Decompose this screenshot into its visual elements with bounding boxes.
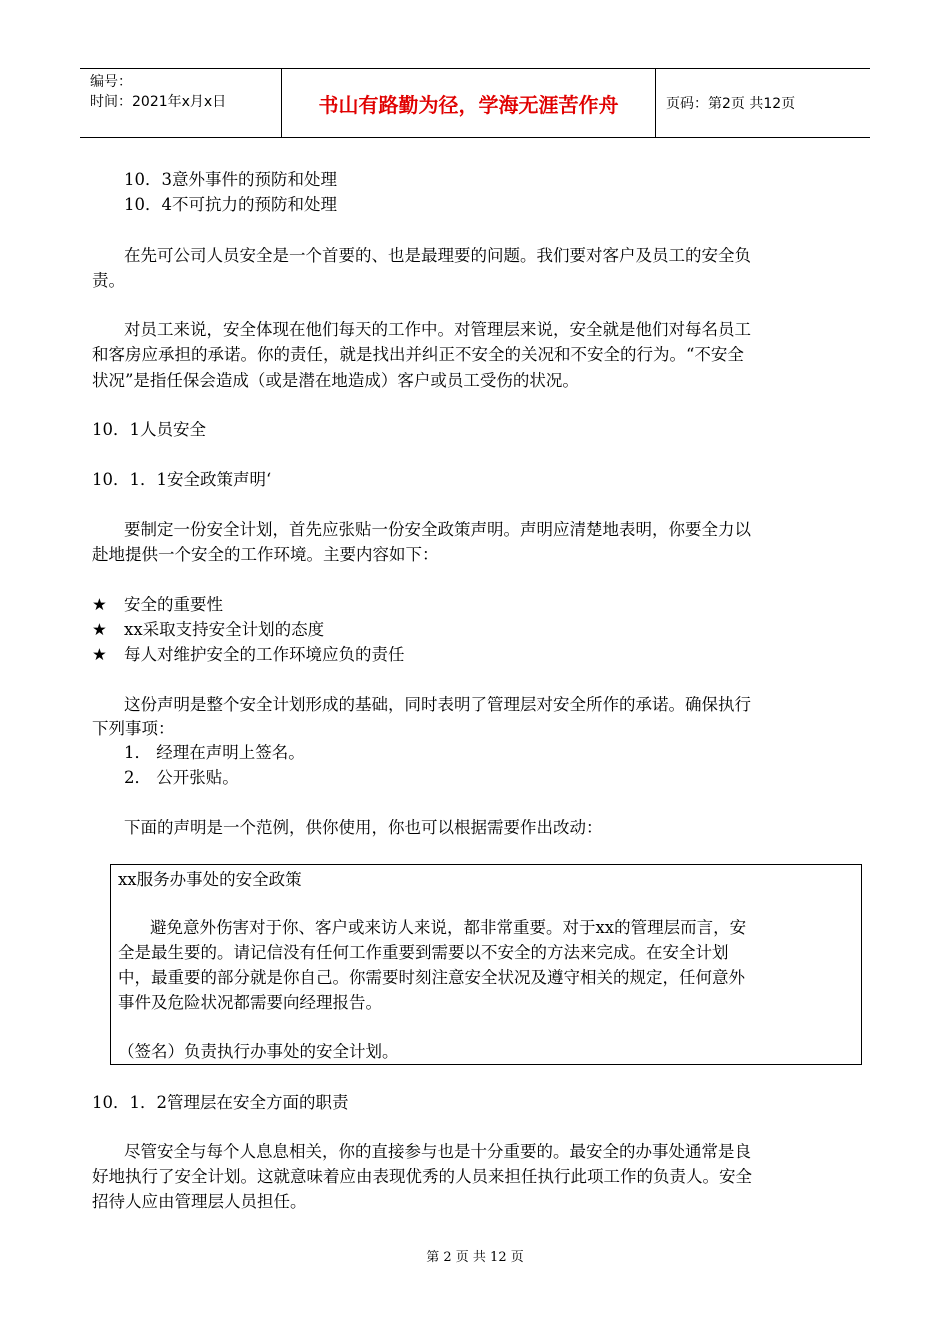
star-icon: ★	[92, 620, 107, 639]
header-motto: 书山有路勤为径，学海无涯苦作舟	[282, 69, 656, 137]
paragraph-line: 尽管安全与每个人息息相关，你的直接参与也是十分重要的。最安全的办事处通常是良	[124, 1142, 751, 1161]
bullet-text: 安全的重要性	[124, 595, 224, 614]
paragraph-line: 下列事项：	[92, 719, 175, 738]
toc-item: 10．4不可抗力的预防和处理	[124, 195, 337, 214]
section-heading: 10．1．2管理层在安全方面的职责	[92, 1093, 349, 1112]
step-item: 1． 经理在声明上签名。	[124, 743, 305, 762]
header-meta-cell	[80, 69, 282, 137]
header-table	[80, 68, 870, 138]
step-item: 2． 公开张贴。	[124, 768, 239, 787]
paragraph-line: 这份声明是整个安全计划形成的基础，同时表明了管理层对安全所作的承诺。确保执行	[124, 695, 751, 714]
policy-title: xx服务办事处的安全政策	[118, 870, 302, 889]
paragraph-line: 责。	[92, 271, 125, 290]
date-label: 时间：2021年x月x日	[90, 94, 227, 110]
bullet-item	[92, 618, 324, 642]
paragraph-line: 下面的声明是一个范例，供你使用，你也可以根据需要作出改动：	[124, 818, 603, 837]
number-label: 编号：	[90, 74, 132, 90]
paragraph-line: 好地执行了安全计划。这就意味着应由表现优秀的人员来担任执行此项工作的负责人。安全	[92, 1167, 752, 1186]
paragraph-line: 状况”是指任保会造成（或是潜在地造成）客户或员工受伤的状况。	[92, 371, 579, 390]
bullet-text: xx采取支持安全计划的态度	[124, 620, 325, 639]
section-heading: 10．1．1安全政策声明‘	[92, 470, 272, 489]
bullet-item	[92, 643, 405, 667]
paragraph-line: 赴地提供一个安全的工作环境。主要内容如下：	[92, 545, 439, 564]
star-icon: ★	[92, 645, 107, 664]
toc-item: 10．3意外事件的预防和处理	[124, 170, 337, 189]
paragraph-line: 和客房应承担的承诺。你的责任，就是找出并纠正不安全的关况和不安全的行为。“不安全	[92, 345, 744, 364]
page-footer: 第 2 页 共 12 页	[426, 1250, 524, 1265]
policy-signature: （签名）负责执行办事处的安全计划。	[118, 1042, 399, 1061]
paragraph-line: 招待人应由管理层人员担任。	[92, 1192, 307, 1211]
policy-line: 全是最生要的。请记信没有任何工作重要到需要以不安全的方法来完成。在安全计划	[118, 943, 729, 962]
header-page-code: 页码：第2页 共12页	[666, 96, 796, 112]
paragraph-line: 对员工来说，安全体现在他们每天的工作中。对管理层来说，安全就是他们对每名员工	[124, 320, 751, 339]
bullet-text: 每人对维护安全的工作环境应负的责任	[124, 645, 405, 664]
policy-line: 中，最重要的部分就是你自己。你需要时刻注意安全状况及遵守相关的规定，任何意外	[118, 968, 745, 987]
policy-line: 事件及危险状况都需要向经理报告。	[118, 993, 382, 1012]
policy-line: 避免意外伤害对于你、客户或来访人来说，都非常重要。对于xx的管理层而言，安	[150, 918, 747, 937]
star-icon: ★	[92, 595, 107, 614]
bullet-item	[92, 593, 223, 617]
paragraph-line: 在先可公司人员安全是一个首要的、也是最理要的问题。我们要对客户及员工的安全负	[124, 246, 751, 265]
paragraph-line: 要制定一份安全计划，首先应张贴一份安全政策声明。声明应清楚地表明，你要全力以	[124, 520, 751, 539]
section-heading: 10．1人员安全	[92, 420, 206, 439]
